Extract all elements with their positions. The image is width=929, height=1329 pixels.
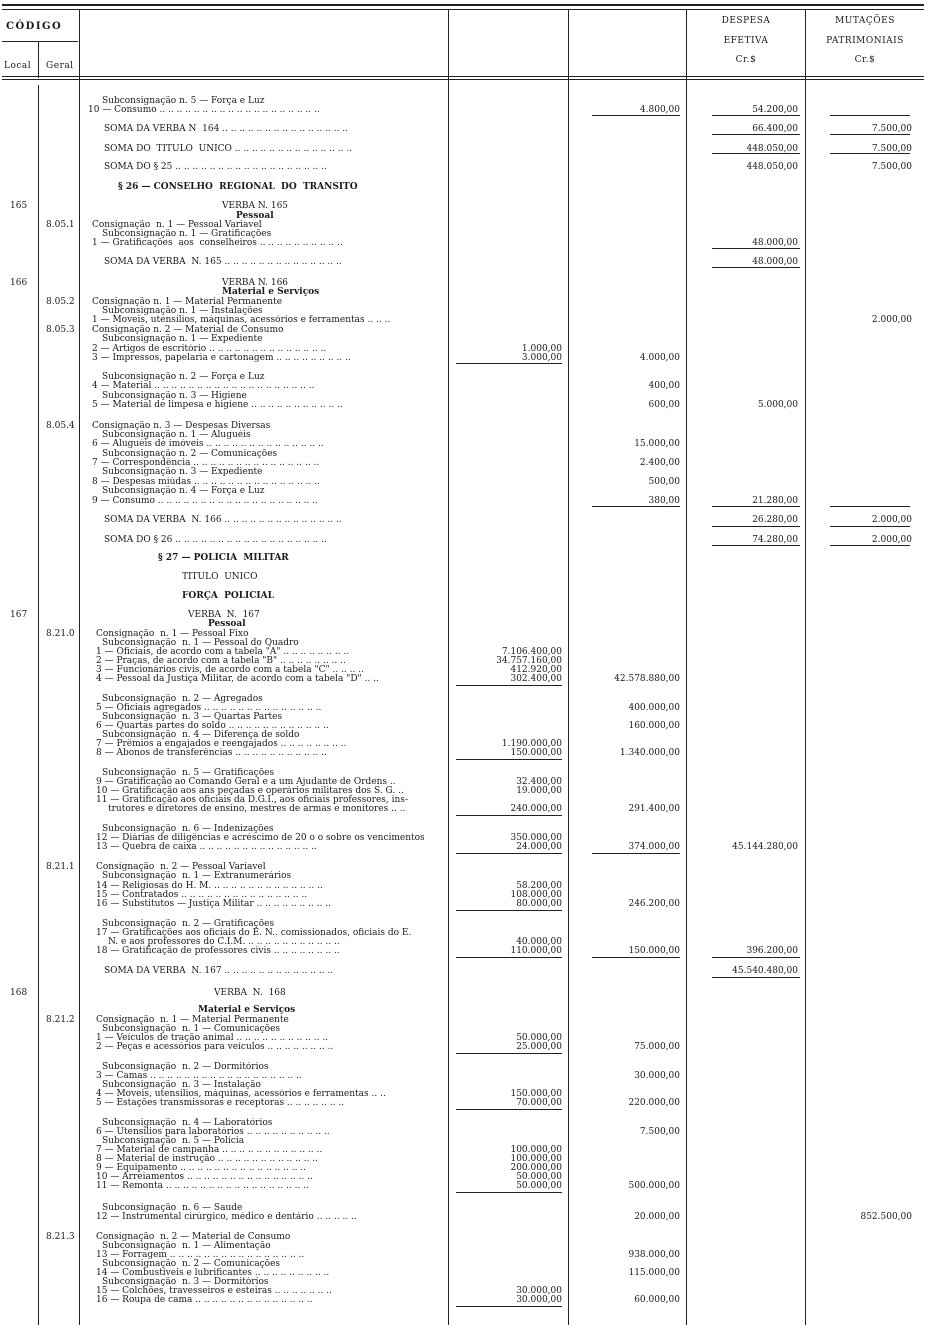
sum-rule <box>456 815 562 816</box>
amount-c5: 7.500,00 <box>871 124 912 134</box>
amount-c3: 60.000,00 <box>634 1295 680 1305</box>
line-description: 12 — Instrumental cirúrgico, médico e dentário .. .. .. .. .. <box>96 1212 357 1222</box>
sum-rule <box>712 267 800 268</box>
line-description: Subconsignação n. 1 — Alimentação <box>102 1241 271 1251</box>
sum-rule <box>830 545 910 546</box>
sum-rule <box>712 248 800 249</box>
line-description: N. e aos professores do C.I.M. .. .. .. .. .. .. .. .. .. .. .. <box>108 937 340 947</box>
amount-c3: 42.578.880,00 <box>614 674 680 684</box>
line-description: Consignação n. 3 — Despesas Diversas <box>92 421 271 431</box>
geral-code: 8.05.2 <box>46 297 75 307</box>
amount-c5: 7.500,00 <box>871 162 912 172</box>
line-description: 11 — Gratificação aos oficiais da D.G.I., aos oficiais professores, ins- <box>96 795 408 805</box>
sum-rule <box>592 506 680 507</box>
sum-rule <box>456 957 562 958</box>
line-description: 10 — Gratificação aos ans peçadas e operários militares dos S. G. .. <box>96 786 404 796</box>
line-description: 13 — Forragem .. .. .. .. .. .. .. .. .. .. .. .. .. .. .. .. <box>96 1250 305 1260</box>
line-description: 14 — Combustíveis e lubrificantes .. .. .. .. .. .. .. .. .. <box>96 1268 330 1278</box>
line-description: 7 — Material de campanha .. .. .. .. .. .. .. .. .. .. .. .. <box>96 1145 323 1155</box>
line-description: 8 — Material de instrução .. .. .. .. .. .. .. .. .. .. .. .. <box>96 1154 319 1164</box>
line-description: 10 — Consumo .. .. .. .. .. .. .. .. .. .. .. .. .. .. .. .. .. .. .. <box>88 105 320 115</box>
line-description: VERBA N. 165 <box>222 201 289 211</box>
sum-rule <box>456 1109 562 1110</box>
line-description: Subconsignação n. 1 — Aluguéis <box>102 430 251 440</box>
line-description: Subconsignação n. 1 — Instalações <box>102 306 263 316</box>
line-description: 4 — Material .. .. .. .. .. .. .. .. .. .. .. .. .. .. .. .. .. .. .. <box>92 381 315 391</box>
line-description: trutores e diretores de ensino, mestres de armas e monitores .. .. <box>108 804 406 814</box>
amount-c4: 45.540.480,00 <box>732 966 798 976</box>
amount-c3: 4.000,00 <box>639 353 680 363</box>
line-description: SOMA DA VERBA N. 166 .. .. .. .. .. .. .. .. .. .. .. .. .. .. <box>104 515 342 525</box>
amount-c3: 500.000,00 <box>628 1181 680 1191</box>
sum-rule <box>456 910 562 911</box>
line-description: Subconsignação n. 4 — Laboratórios <box>102 1118 273 1128</box>
local-code: 167 <box>10 610 28 620</box>
line-description: SOMA DO § 25 .. .. .. .. .. .. .. .. .. .. .. .. .. .. .. .. .. .. <box>104 162 327 172</box>
line-description: Subconsignação n. 3 — Instalação <box>102 1080 261 1090</box>
amount-c3: 400,00 <box>648 381 680 391</box>
amount-c3: 380,00 <box>648 496 680 506</box>
sum-rule <box>830 526 910 527</box>
local-code: 166 <box>10 278 28 288</box>
line-description: Subconsignação n. 3 — Quartas Partes <box>102 712 283 722</box>
col-rule-c2 <box>568 10 569 1325</box>
line-description: Consignação n. 2 — Material de Consumo <box>96 1232 291 1242</box>
col-rule-desc <box>448 10 449 1325</box>
line-description: Subconsignação n. 2 — Dormitórios <box>102 1062 269 1072</box>
line-description: Consignação n. 2 — Material de Consumo <box>92 325 284 335</box>
amount-c2: 80.000,00 <box>516 899 562 909</box>
line-description: 12 — Diárias de diligências e acréscimo de 20 o o sobre os vencimentos <box>96 833 425 843</box>
amount-c3: 938.000,00 <box>628 1250 680 1260</box>
line-description: VERBA N. 167 <box>188 610 260 620</box>
local-code: 168 <box>10 988 28 998</box>
amount-c5: 7.500,00 <box>871 144 912 154</box>
line-description: 14 — Religiosas do H. M. .. .. .. .. .. .. .. .. .. .. .. .. .. <box>96 881 323 891</box>
header-rule <box>2 76 924 77</box>
line-description: TITULO ÚNICO <box>182 572 258 582</box>
codigo-divider <box>2 41 78 42</box>
line-description: Subconsignação n. 1 — Comunicações <box>102 1024 281 1034</box>
amount-c2: 19.000,00 <box>516 786 562 796</box>
amount-c2: 34.757.160,00 <box>496 656 562 666</box>
line-description: SOMA DO TÍTULO ÚNICO .. .. .. .. .. .. .. .. .. .. .. .. .. .. <box>104 144 353 154</box>
local-header: Local <box>4 61 32 71</box>
sum-rule <box>456 1306 562 1307</box>
line-description: 7 — Prêmios a engajados e reengajados .. .. .. .. .. .. .. .. <box>96 739 347 749</box>
amount-c4: 54.200,00 <box>752 105 798 115</box>
geral-code: 8.21.3 <box>46 1232 75 1242</box>
line-description: 10 — Arreiamentos .. .. .. .. .. .. .. .. .. .. .. .. .. .. .. <box>96 1172 313 1182</box>
line-description: 7 — Correspondência .. .. .. .. .. .. .. .. .. .. .. .. .. .. .. <box>92 458 320 468</box>
sum-rule <box>592 853 680 854</box>
amount-c4: 45.144.280,00 <box>732 842 798 852</box>
line-description: Subconsignação n. 3 — Higiene <box>102 391 247 401</box>
sum-rule <box>592 115 680 116</box>
mutacoes-header-3: Cr.$ <box>854 55 876 65</box>
amount-c4: 396.200,00 <box>746 946 798 956</box>
line-description: 6 — Aluguéis de imóveis .. .. .. .. .. .. .. .. .. .. .. .. .. .. <box>92 439 324 449</box>
amount-c3: 2.400,00 <box>639 458 680 468</box>
amount-c2: 3.000,00 <box>521 353 562 363</box>
top-rule-thin <box>2 9 924 10</box>
line-description: Consignação n. 1 — Pessoal Fixo <box>96 629 249 639</box>
line-description: 3 — Funcionários civis, de acordo com a tabela "C" .. .. .. .. <box>96 665 364 675</box>
amount-c3: 4.800,00 <box>639 105 680 115</box>
local-code: 165 <box>10 201 28 211</box>
sum-rule <box>712 134 800 135</box>
line-description: 8 — Abonos de transferências .. .. .. .. .. .. .. .. .. .. .. <box>96 748 327 758</box>
despesa-header-3: Cr.$ <box>735 55 757 65</box>
line-description: Subconsignação n. 1 — Gratificações <box>102 229 272 239</box>
line-description: Material e Serviços <box>222 287 320 297</box>
amount-c2: 302.400,00 <box>510 674 562 684</box>
sum-rule <box>712 115 800 116</box>
amount-c3: 15.000,00 <box>634 439 680 449</box>
sum-rule <box>456 853 562 854</box>
line-description: 3 — Impressos, papelaria e cartonagem .. .. .. .. .. .. .. .. .. <box>92 353 351 363</box>
line-description: 9 — Gratificação ao Comando Geral e a um Ajudante de Ordens .. <box>96 777 396 787</box>
sum-rule <box>456 759 562 760</box>
line-description: FORÇA POLICIAL <box>182 591 274 601</box>
line-description: 2 — Artigos de escritório .. .. .. .. .. .. .. .. .. .. .. .. .. .. <box>92 344 327 354</box>
line-description: 5 — Estações transmissoras e receptoras .. .. .. .. .. .. .. <box>96 1098 345 1108</box>
line-description: 13 — Quebra de caixa .. .. .. .. .. .. .. .. .. .. .. .. .. .. <box>96 842 317 852</box>
line-description: § 26 — CONSELHO REGIONAL DO TRÂNSITO <box>118 182 358 192</box>
geral-code: 8.05.1 <box>46 220 75 230</box>
amount-c2: 1.190.000,00 <box>501 739 562 749</box>
amount-c5: 2.000,00 <box>871 315 912 325</box>
line-description: Subconsignação n. 5 — Gratificações <box>102 768 275 778</box>
line-description: Subconsignação n. 2 — Força e Luz <box>102 372 265 382</box>
line-description: Pessoal <box>236 211 274 221</box>
sum-rule <box>456 1053 562 1054</box>
line-description: 9 — Equipamento .. .. .. .. .. .. .. .. .. .. .. .. .. .. .. <box>96 1163 307 1173</box>
amount-c3: 1.340.000,00 <box>619 748 680 758</box>
amount-c4: 26.280,00 <box>752 515 798 525</box>
line-description: 4 — Moveis, utensílios, máquinas, acessórios e ferramentas .. .. <box>96 1089 386 1099</box>
line-description: VERBA N. 168 <box>214 988 286 998</box>
amount-c2: 7.106.400,00 <box>501 647 562 657</box>
line-description: 1 — Oficiais, de acordo com a tabela "A" .. .. .. .. .. .. .. .. <box>96 647 350 657</box>
line-description: Subconsignação n. 2 — Agregados <box>102 694 263 704</box>
amount-c2: 50.000,00 <box>516 1033 562 1043</box>
amount-c4: 448.050,00 <box>746 162 798 172</box>
amount-c3: 75.000,00 <box>634 1042 680 1052</box>
line-description: 11 — Remonta .. .. .. .. .. .. .. .. .. .. .. .. .. .. .. .. .. <box>96 1181 309 1191</box>
line-description: Subconsignação n. 6 — Indenizações <box>102 824 274 834</box>
col-rule-c3 <box>686 10 687 1325</box>
amount-c2: 70.000,00 <box>516 1098 562 1108</box>
sum-rule <box>712 957 800 958</box>
line-description: Subconsignação n. 4 — Força e Luz <box>102 486 265 496</box>
line-description: Subconsignação n. 4 — Diferença de soldo <box>102 730 300 740</box>
line-description: Subconsignação n. 3 — Dormitórios <box>102 1277 269 1287</box>
sum-rule <box>712 506 800 507</box>
line-description: Consignação n. 1 — Material Permanente <box>92 297 283 307</box>
amount-c3: 291.400,00 <box>628 804 680 814</box>
despesa-header-2: EFETIVA <box>723 36 769 46</box>
amount-c2: 412.920,00 <box>510 665 562 675</box>
line-description: SOMA DA VERBA N. 167 .. .. .. .. .. .. .. .. .. .. .. .. .. <box>104 966 334 976</box>
line-description: 1 — Veículos de tração animal .. .. .. .. .. .. .. .. .. .. .. <box>96 1033 329 1043</box>
sum-rule <box>456 1192 562 1193</box>
amount-c4: 66.400,00 <box>752 124 798 134</box>
line-description: Consignação n. 2 — Pessoal Variavel <box>96 862 266 872</box>
amount-c2: 30.000,00 <box>516 1295 562 1305</box>
amount-c3: 400.000,00 <box>628 703 680 713</box>
amount-c3: 30.000,00 <box>634 1071 680 1081</box>
amount-c2: 50.000,00 <box>516 1181 562 1191</box>
amount-c4: 448.050,00 <box>746 144 798 154</box>
codigo-header: CÓDIGO <box>6 21 63 32</box>
sum-rule <box>712 526 800 527</box>
line-description: 15 — Contratados .. .. .. .. .. .. .. .. .. .. .. .. .. .. .. <box>96 890 308 900</box>
amount-c2: 200.000,00 <box>510 1163 562 1173</box>
amount-c4: 48.000,00 <box>752 238 798 248</box>
geral-code: 8.05.3 <box>46 325 75 335</box>
line-description: 1 — Moveis, utensílios, máquinas, acessórios e ferramentas .. .. .. <box>92 315 391 325</box>
col-rule-geral <box>79 10 80 1325</box>
amount-c2: 32.400,00 <box>516 777 562 787</box>
sum-rule <box>712 977 800 978</box>
line-description: 5 — Oficiais agregados .. .. .. .. .. .. .. .. .. .. .. .. .. .. <box>96 703 322 713</box>
geral-code: 8.05.4 <box>46 421 75 431</box>
line-description: 8 — Despesas miúdas .. .. .. .. .. .. .. .. .. .. .. .. .. .. .. <box>92 477 320 487</box>
amount-c2: 24.000,00 <box>516 842 562 852</box>
line-description: VERBA N. 166 <box>222 278 289 288</box>
line-description: Subconsignação n. 3 — Expediente <box>102 467 263 477</box>
line-description: 3 — Camas .. .. .. .. .. .. .. .. .. .. .. .. .. .. .. .. .. .. <box>96 1071 302 1081</box>
line-description: § 27 — POLÍCIA MILITAR <box>158 553 289 563</box>
amount-c3: 374.000,00 <box>628 842 680 852</box>
amount-c2: 100.000,00 <box>510 1154 562 1164</box>
amount-c2: 25.000,00 <box>516 1042 562 1052</box>
amount-c2: 50.000,00 <box>516 1172 562 1182</box>
line-description: Subconsignação n. 2 — Comunicações <box>102 1259 281 1269</box>
amount-c2: 350.000,00 <box>510 833 562 843</box>
amount-c5: 2.000,00 <box>871 535 912 545</box>
line-description: Subconsignação n. 1 — Extranumerários <box>102 871 292 881</box>
col-rule-local-header <box>38 42 39 78</box>
col-rule-c4 <box>805 10 806 1325</box>
geral-header: Geral <box>46 61 74 71</box>
amount-c3: 160.000,00 <box>628 721 680 731</box>
line-description: Subconsignação n. 1 — Expediente <box>102 334 263 344</box>
line-description: 17 — Gratificações aos oficiais do E. N.. comissionados, oficiais do E. <box>96 928 412 938</box>
line-description: 15 — Colchões, travesseiros e esteiras .. .. .. .. .. .. .. <box>96 1286 332 1296</box>
line-description: 9 — Consumo .. .. .. .. .. .. .. .. .. .. .. .. .. .. .. .. .. .. .. <box>92 496 318 506</box>
line-description: 16 — Substitutos — Justiça Militar .. .. .. .. .. .. .. .. .. <box>96 899 331 909</box>
sum-rule <box>830 506 910 507</box>
line-description: Subconsignação n. 6 — Saude <box>102 1203 243 1213</box>
line-description: Pessoal <box>208 619 246 629</box>
amount-c4: 5.000,00 <box>757 400 798 410</box>
header-rule-double <box>2 79 924 80</box>
amount-c2: 1.000,00 <box>521 344 562 354</box>
despesa-header-1: DESPESA <box>721 16 771 26</box>
amount-c2: 240.000,00 <box>510 804 562 814</box>
amount-c2: 150.000,00 <box>510 1089 562 1099</box>
line-description: SOMA DA VERBA N. 165 .. .. .. .. .. .. .. .. .. .. .. .. .. .. <box>104 257 342 267</box>
line-description: 4 — Pessoal da Justiça Militar, de acordo com a tabela "D" .. .. <box>96 674 379 684</box>
amount-c3: 600,00 <box>648 400 680 410</box>
amount-c2: 108.000,00 <box>510 890 562 900</box>
line-description: Subconsignação n. 5 — Polícia <box>102 1136 245 1146</box>
mutacoes-header-2: PATRIMONIAIS <box>826 36 904 46</box>
amount-c3: 20.000,00 <box>634 1212 680 1222</box>
sum-rule <box>592 957 680 958</box>
amount-c4: 21.280,00 <box>752 496 798 506</box>
line-description: 6 — Utensílios para laboratórios .. .. .. .. .. .. .. .. .. .. <box>96 1127 330 1137</box>
amount-c2: 110.000,00 <box>510 946 562 956</box>
line-description: 16 — Roupa de cama .. .. .. .. .. .. .. .. .. .. .. .. .. .. <box>96 1295 313 1305</box>
col-rule-local <box>38 85 39 1325</box>
line-description: 18 — Gratificação de professores civis .. .. .. .. .. .. .. .. <box>96 946 340 956</box>
amount-c5: 852.500,00 <box>860 1212 912 1222</box>
line-description: 6 — Quartas partes do soldo .. .. .. .. .. .. .. .. .. .. .. .. <box>96 721 329 731</box>
amount-c4: 74.280,00 <box>752 535 798 545</box>
amount-c2: 30.000,00 <box>516 1286 562 1296</box>
line-description: 5 — Material de limpesa e higiene .. .. .. .. .. .. .. .. .. .. .. <box>92 400 343 410</box>
amount-c3: 115.000,00 <box>628 1268 680 1278</box>
sum-rule <box>712 545 800 546</box>
line-description: 1 — Gratificações aos conselheiros .. .. .. .. .. .. .. .. .. .. <box>92 238 343 248</box>
line-description: 2 — Praças, de acordo com a tabela "B" .. .. .. .. .. .. .. .. <box>96 656 346 666</box>
amount-c2: 40.000,00 <box>516 937 562 947</box>
line-description: SOMA DO § 26 .. .. .. .. .. .. .. .. .. .. .. .. .. .. .. .. .. .. <box>104 535 327 545</box>
amount-c3: 220.000,00 <box>628 1098 680 1108</box>
line-description: SOMA DA VERBA N 164 .. .. .. .. .. .. .. .. .. .. .. .. .. .. .. <box>104 124 349 134</box>
line-description: Consignação n. 1 — Material Permanente <box>96 1015 289 1025</box>
sum-rule <box>456 685 562 686</box>
amount-c3: 7.500,00 <box>639 1127 680 1137</box>
line-description: Subconsignação n. 2 — Gratificações <box>102 919 275 929</box>
sum-rule <box>830 115 910 116</box>
amount-c3: 500,00 <box>648 477 680 487</box>
top-rule <box>2 4 924 6</box>
sum-rule <box>456 363 562 364</box>
line-description: Consignação n. 1 — Pessoal Variavel <box>92 220 262 230</box>
sum-rule <box>830 134 910 135</box>
mutacoes-header-1: MUTAÇÕES <box>835 16 895 26</box>
amount-c4: 48.000,00 <box>752 257 798 267</box>
line-description: Subconsignação n. 1 — Pessoal do Quadro <box>102 638 299 648</box>
geral-code: 8.21.1 <box>46 862 75 872</box>
amount-c3: 150.000,00 <box>628 946 680 956</box>
geral-code: 8.21.2 <box>46 1015 75 1025</box>
amount-c2: 58.200,00 <box>516 881 562 891</box>
geral-code: 8.21.0 <box>46 629 75 639</box>
line-description: Subconsignação n. 2 — Comunicações <box>102 449 278 459</box>
line-description: Material e Serviços <box>198 1005 296 1015</box>
amount-c3: 246.200,00 <box>628 899 680 909</box>
amount-c2: 150.000,00 <box>510 748 562 758</box>
line-description: 2 — Peças e acessórios para veículos .. .. .. .. .. .. .. .. <box>96 1042 334 1052</box>
amount-c2: 100.000,00 <box>510 1145 562 1155</box>
line-description: Subconsignação n. 5 — Força e Luz <box>102 96 265 106</box>
amount-c5: 2.000,00 <box>871 515 912 525</box>
